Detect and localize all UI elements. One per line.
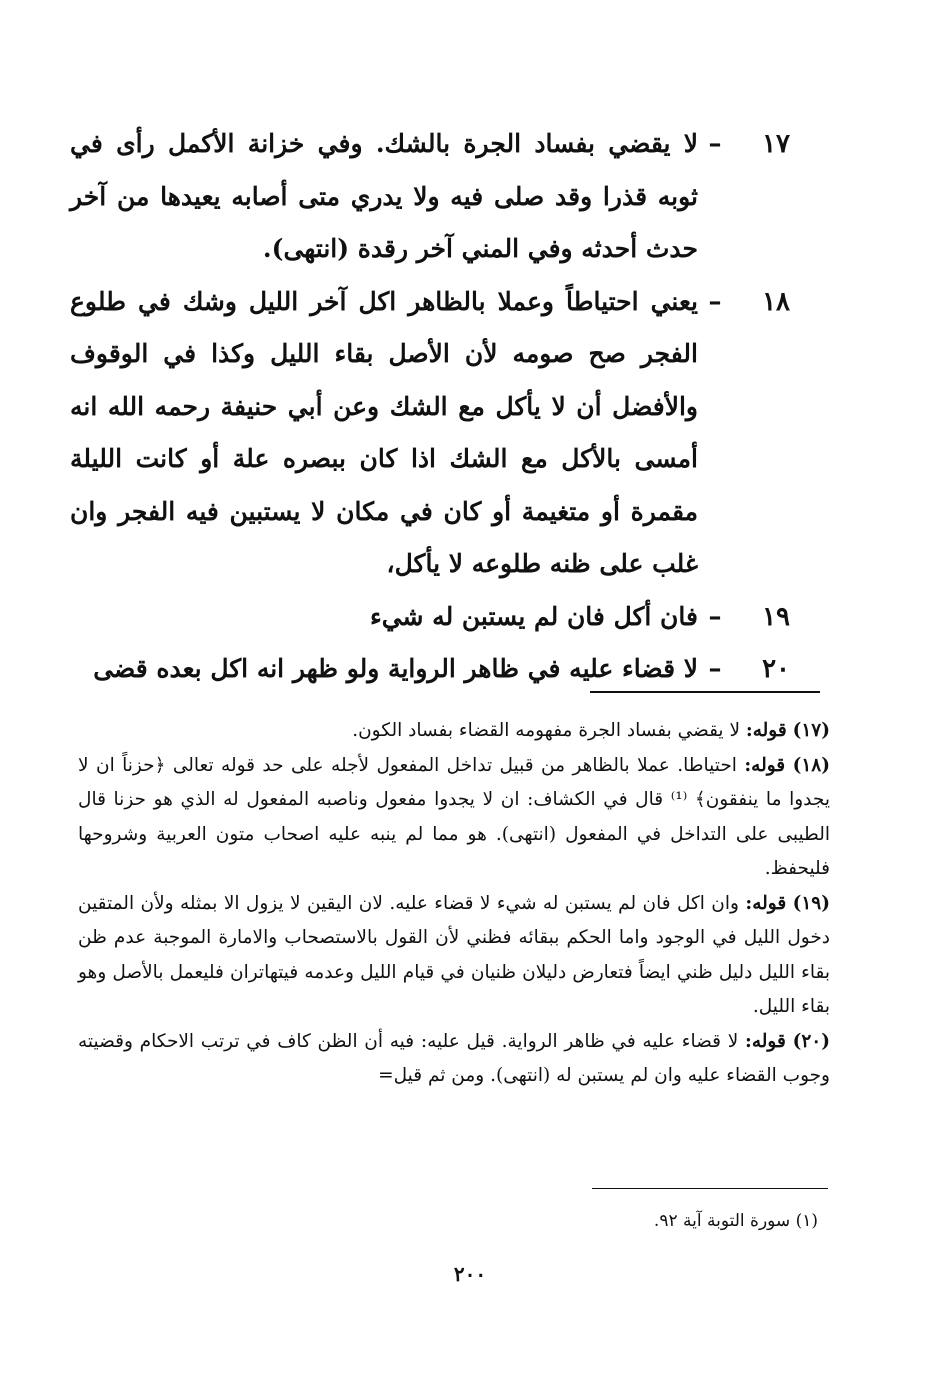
entry-20 (70, 643, 790, 696)
entry-number: ٢٠ (762, 654, 790, 684)
note-ref: (٢٠) (792, 1030, 830, 1052)
entry-number: ١٧ (762, 129, 790, 159)
note-ref: (١٩) (792, 892, 830, 914)
note-text: لا يقضي بفساد الجرة مفهومه القضاء بفساد الكون. (352, 720, 741, 741)
note-text: وان اكل فان لم يستبن له شيء لا قضاء عليه. لان اليقين لا يزول الا بمثله ولأن المتقين دخول الليل في الوجود واما الحكم ببقائه فظني لأن القول بالاستصحاب والامارة الموجبة عدم ظن بقاء الليل دليل ظني ايضاً فتعارض دليلان ظنيان في قيام الليل وعدمه فيتهاتران فليعمل بالأصل وهو بقاء الليل. (78, 892, 830, 1017)
note-label: قوله: (745, 1030, 786, 1052)
page-number: ٢٠٠ (453, 1262, 487, 1286)
entry-text: فان أكل فان لم يستبن له شيء (369, 601, 698, 631)
note-19 (78, 887, 830, 1025)
entry-19 (70, 591, 790, 644)
note-label: قوله: (744, 754, 786, 776)
entry-text: لا قضاء عليه في ظاهر الرواية ولو ظهر انه اكل بعده قضى (93, 654, 698, 683)
entry-18 (70, 276, 790, 591)
note-18 (78, 749, 830, 887)
commentary-notes (78, 714, 830, 1094)
note-17 (78, 714, 830, 749)
entry-number: ١٩ (762, 601, 790, 632)
entry-17 (70, 118, 790, 276)
entry-dash: – (708, 286, 722, 317)
entry-dash: – (708, 129, 722, 159)
note-ref: (١٨) (792, 754, 830, 776)
footnote: (١) سورة التوبة آية ٩٢. (653, 1211, 818, 1231)
entry-text: يعني احتياطاً وعملا بالظاهر اكل آخر الليل وشك في طلوع الفجر صح صومه لأن الأصل بقاء الليل وكذا في الوقوف والأفضل أن لا يأكل مع الشك وعن أبي حنيفة رحمه الله انه أمسى بالأكل مع الشك اذا كان ببصره علة أو كانت الليلة مقمرة أو متغيمة أو كان في مكان لا يستبين فيه الفجر وان غلب على ظنه طلوعه لا يأكل، (70, 286, 698, 578)
note-text: احتياطا. عملا بالظاهر من قبيل تداخل المفعول لأجله على حد قوله تعالى ﴿حزناً ان لا يجدوا ما ينفقون﴾ ⁽¹⁾ قال في الكشاف: ان لا يجدوا مفعول وناصبه المفعول له الذي هو حزنا قال الطيبى على التداخل في المفعول (انتهى). هو مما لم ينبه عليه اصحاب متون العربية وشروحها فليحفظ. (78, 754, 830, 879)
note-label: قوله: (745, 720, 787, 741)
entry-dash: – (708, 654, 722, 684)
footnote-divider (592, 1188, 828, 1189)
entry-number: ١٨ (762, 286, 790, 317)
main-text (70, 118, 790, 696)
note-20 (78, 1025, 830, 1094)
commentary-divider (590, 691, 820, 693)
note-label: قوله: (745, 892, 787, 914)
entry-text: لا يقضي بفساد الجرة بالشك. وفي خزانة الأكمل رأى في ثوبه قذرا وقد صلى فيه ولا يدري متى أصابه يعيدها من آخر حدث أحدثه وفي المني آخر رقدة (انتهى). (70, 129, 698, 263)
note-ref: (١٧) (792, 720, 830, 741)
note-text: لا قضاء عليه في ظاهر الرواية. قيل عليه: فيه أن الظن كاف في ترتب الاحكام وقضيته وجوب القضاء عليه وان لم يستبن له (انتهى). ومن ثم قيل= (78, 1030, 830, 1086)
entry-dash: – (708, 601, 722, 632)
